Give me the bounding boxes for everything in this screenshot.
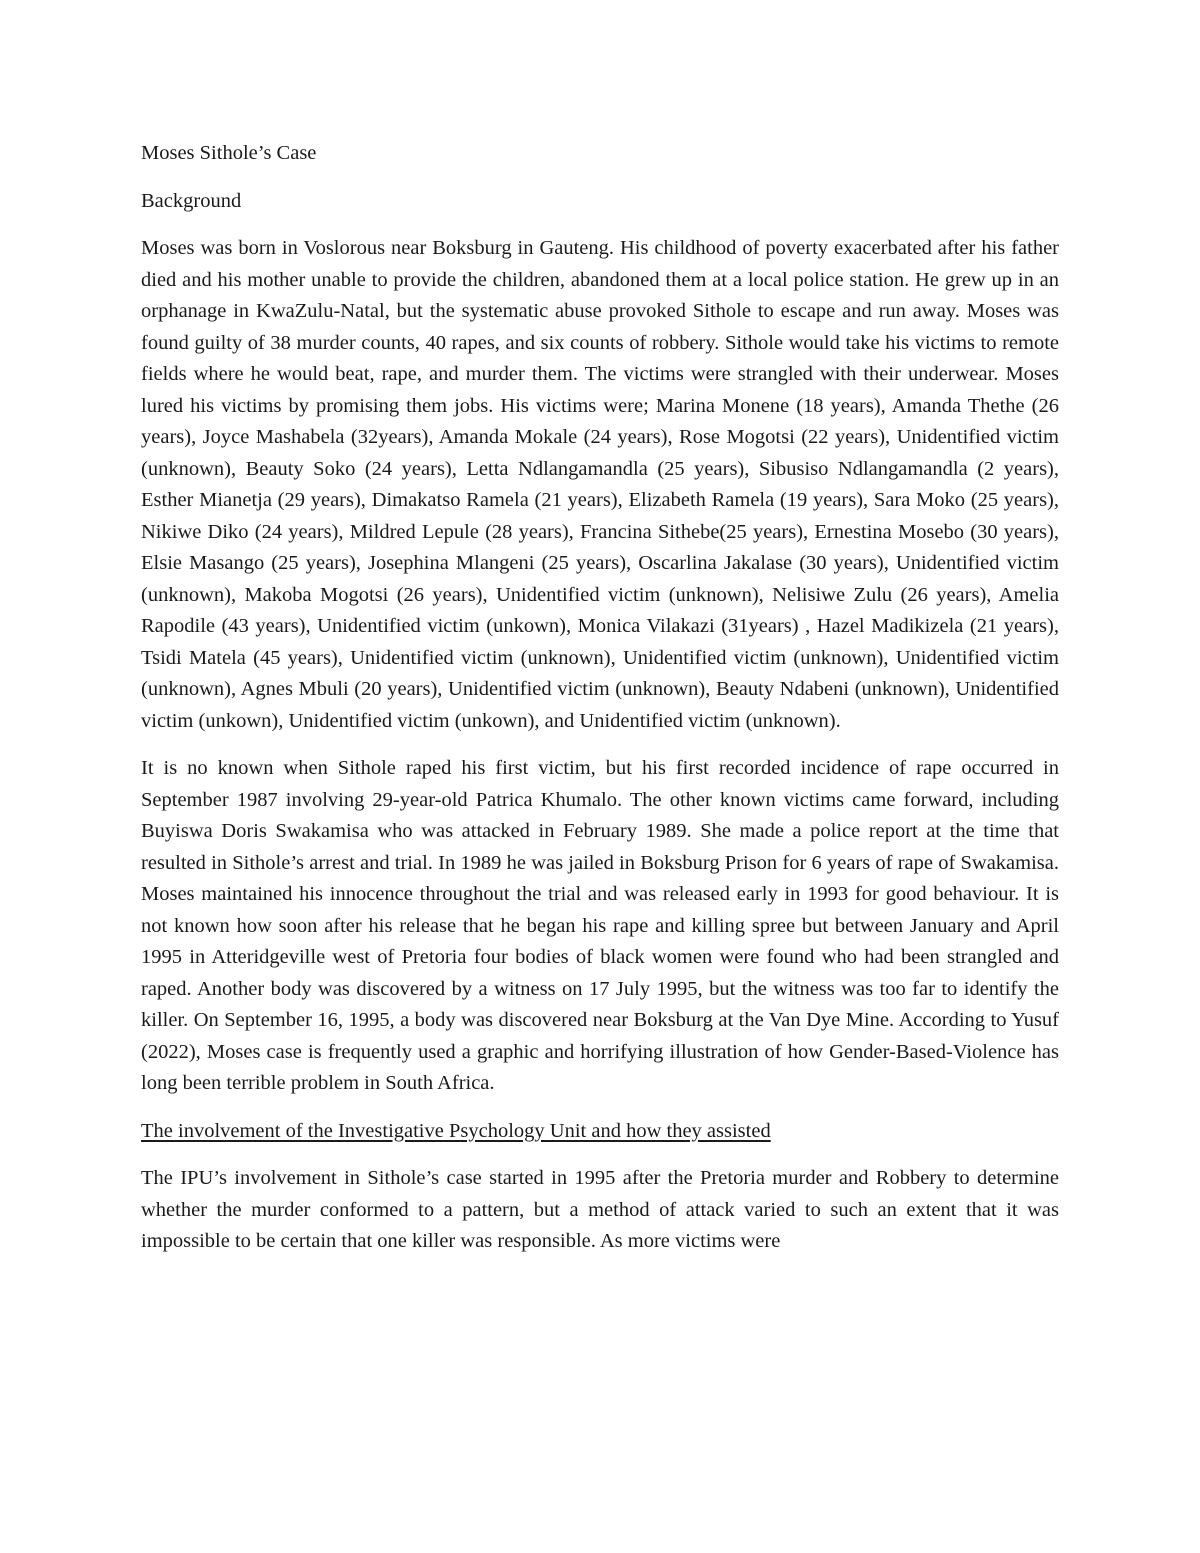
background-paragraph: Moses was born in Voslorous near Boksburg in Gauteng. His childhood of poverty exacerbated after his father died and his mother unable to provide the children, abandoned them at a local police station. He grew up in an orphanage in KwaZulu-Natal, but the systematic abuse provoked Sithole to escape and run away. Moses was found guilty of 38 murder counts, 40 rapes, and six counts of robbery. Sithole would take his victims to remote fields where he would beat, rape, and murder them. The victims were strangled with their underwear. Moses lured his victims by promising them jobs. His victims were; Marina Monene (18 years), Amanda Thethe (26 years), Joyce Mashabela (32years), Amanda Mokale (24 years), Rose Mogotsi (22 years), Unidentified victim (unknown), Beauty Soko (24 years), Letta Ndlangamandla (25 years), Sibusiso Ndlangamandla (2 years), Esther Mianetja (29 years), Dimakatso Ramela (21 years), Elizabeth Ramela (19 years), Sara Moko (25 years), Nikiwe Diko (24 years), Mildred Lepule (28 years), Francina Sithebe(25 years), Ernestina Mosebo (30 years), Elsie Masango (25 years), Josephina Mlangeni (25 years), Oscarlina Jakalase (30 years), Unidentified victim (unknown), Makoba Mogotsi (26 years), Unidentified victim (unknown), Nelisiwe Zulu (26 years), Amelia Rapodile (43 years), Unidentified victim (unkown), Monica Vilakazi (31years) , Hazel Madikizela (21 years), Tsidi Matela (45 years), Unidentified victim (unknown), Unidentified victim (unknown), Unidentified victim (unknown), Agnes Mbuli (20 years), Unidentified victim (unknown), Beauty Ndabeni (unknown), Unidentified victim (unkown), Unidentified victim (unkown), and Unidentified victim (unknown). [141, 237, 1059, 732]
document-page [141, 138, 1059, 1274]
first-rape-paragraph: It is no known when Sithole raped his first victim, but his first recorded incidence of rape occurred in September 1987 involving 29-year-old Patrica Khumalo. The other known victims came forward, including Buyiswa Doris Swakamisa who was attacked in February 1989. She made a police report at the time that resulted in Sithole’s arrest and trial. In 1989 he was jailed in Boksburg Prison for 6 years of rape of Swakamisa. Moses maintained his innocence throughout the trial and was released early in 1993 for good behaviour. It is not known how soon after his release that he began his rape and killing spree but between January and April 1995 in Atteridgeville west of Pretoria four bodies of black women were found who had been strangled and raped. Another body was discovered by a witness on 17 July 1995, but the witness was too far to identify the killer. On September 16, 1995, a body was discovered near Boksburg at the Van Dye Mine. According to Yusuf (2022), Moses case is frequently used a graphic and horrifying illustration of how Gender-Based-Violence has long been terrible problem in South Africa. [141, 757, 1059, 1094]
ipu-paragraph: The IPU’s involvement in Sithole’s case started in 1995 after the Pretoria murder and Robbery to determine whether the murder conformed to a pattern, but a method of attack varied to such an extent that it was impossible to be certain that one killer was responsible. As more victims were [141, 1167, 1059, 1252]
document-title: Moses Sithole’s Case [141, 142, 317, 164]
ipu-section-heading: The involvement of the Investigative Psychology Unit and how they assisted [141, 1119, 771, 1142]
background-heading: Background [141, 189, 242, 212]
